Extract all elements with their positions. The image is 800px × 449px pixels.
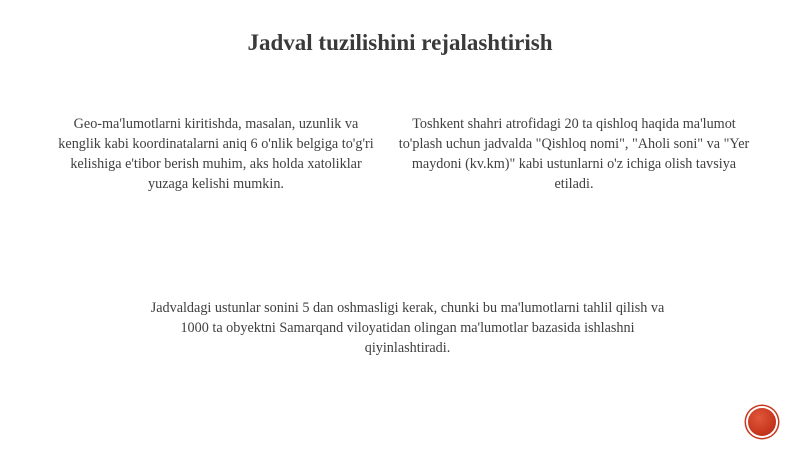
paragraph-right: Toshkent shahri atrofidagi 20 ta qishloq haqida ma'lumot to'plash uchun jadvalda "Qishloq nomi", "Aholi soni" va "Yer maydoni (kv.km)" kabi ustunlarni o'z ichiga olish tavsiya etiladi.	[398, 116, 750, 192]
slide-title: Jadval tuzilishini rejalashtirish	[247, 30, 553, 55]
paragraph-bottom: Jadvaldagi ustunlar sonini 5 dan oshmasligi kerak, chunki bu ma'lumotlarni tahlil qilish va 1000 ta obyektni Samarqand viloyatidan olingan ma'lumotlar bazasida ishlashni qiyinlashtiradi.	[150, 300, 665, 356]
next-slide-circle-icon[interactable]	[748, 408, 776, 436]
paragraph-left: Geo-ma'lumotlarni kiritishda, masalan, uzunlik va kenglik kabi koordinatalarni aniq 6 o'nlik belgiga to'g'ri kelishiga e'tibor berish muhim, aks holda xatoliklar yuzaga kelishi mumkin.	[58, 116, 374, 192]
